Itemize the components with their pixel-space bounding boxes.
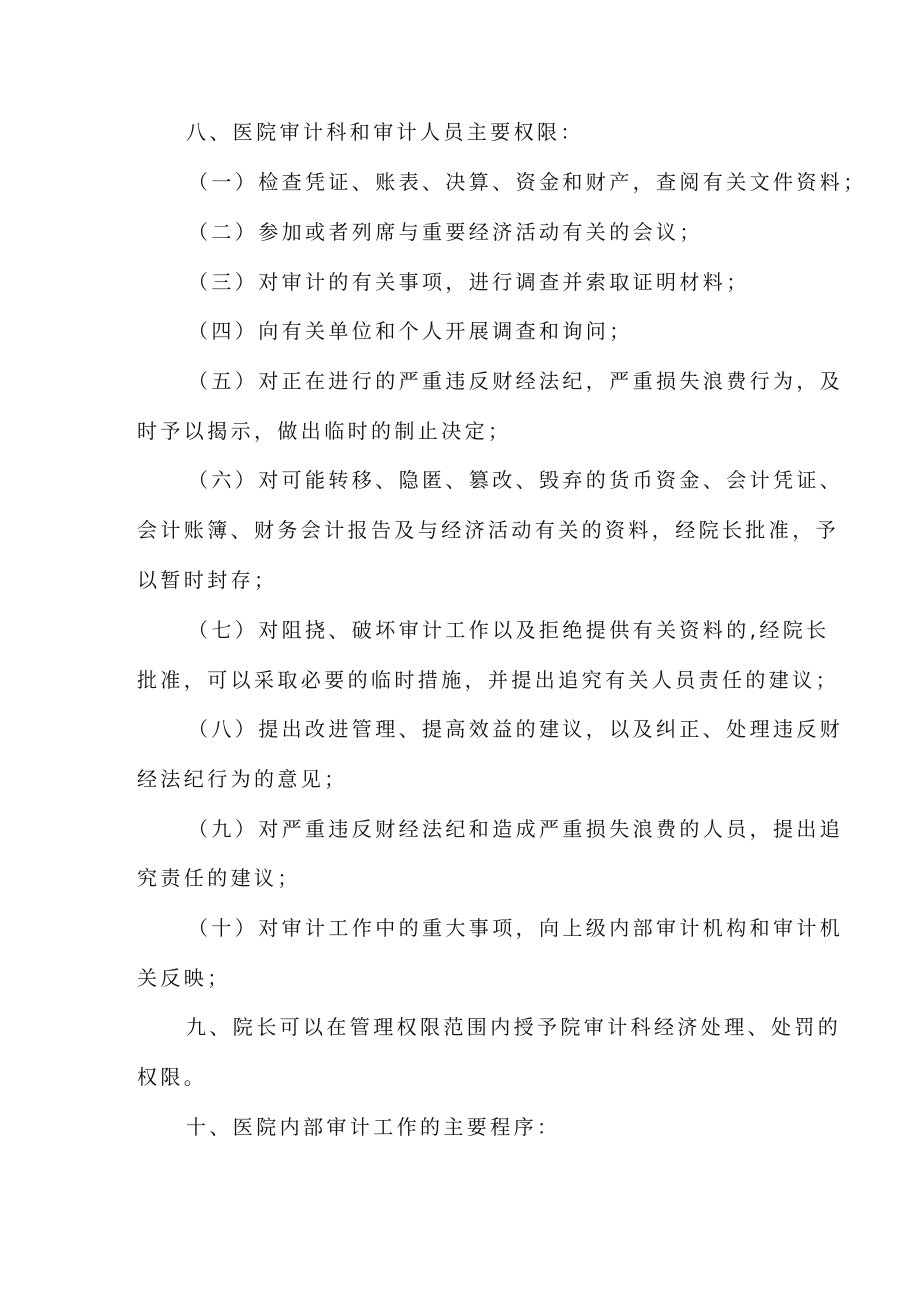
list-item-10-continued: 关反映； — [137, 966, 231, 990]
section-heading-10: 十、医院内部审计工作的主要程序： — [186, 1115, 561, 1139]
section-heading-9-continued: 权限。 — [137, 1065, 208, 1089]
list-item-9: （九）对严重违反财经法纪和造成严重损失浪费的人员，提出追 — [188, 817, 844, 841]
list-item-7: （七）对阻挠、破坏审计工作以及拒绝提供有关资料的,经院长 — [188, 618, 830, 642]
list-item-1: （一）检查凭证、账表、决算、资金和财产，查阅有关文件资料； — [188, 170, 867, 194]
list-item-2: （二）参加或者列席与重要经济活动有关的会议； — [188, 220, 703, 244]
list-item-8-continued: 经法纪行为的意见； — [137, 767, 348, 791]
list-item-6-continued: 会计账簿、财务会计报告及与经济活动有关的资料，经院长批准，予 — [137, 518, 839, 542]
list-item-5: （五）对正在进行的严重违反财经法纪，严重损失浪费行为，及 — [188, 369, 844, 393]
list-item-10: （十）对审计工作中的重大事项，向上级内部审计机构和审计机 — [188, 916, 844, 940]
list-item-4: （四）向有关单位和个人开展调查和询问； — [188, 319, 633, 343]
list-item-7-continued: 批准，可以采取必要的临时措施，并提出追究有关人员责任的建议； — [137, 668, 839, 692]
section-heading-9: 九、院长可以在管理权限范围内授予院审计科经济处理、处罚的 — [186, 1015, 842, 1039]
list-item-6-continued-2: 以暂时封存； — [137, 568, 278, 592]
section-heading-8: 八、医院审计科和审计人员主要权限： — [186, 120, 584, 144]
list-item-9-continued: 究责任的建议； — [137, 866, 301, 890]
list-item-6: （六）对可能转移、隐匿、篡改、毁弃的货币资金、会计凭证、 — [188, 468, 844, 492]
list-item-3: （三）对审计的有关事项，进行调查并索取证明材料； — [188, 270, 750, 294]
list-item-8: （八）提出改进管理、提高效益的建议，以及纠正、处理违反财 — [188, 717, 844, 741]
list-item-5-continued: 时予以揭示，做出临时的制止决定； — [137, 419, 512, 443]
